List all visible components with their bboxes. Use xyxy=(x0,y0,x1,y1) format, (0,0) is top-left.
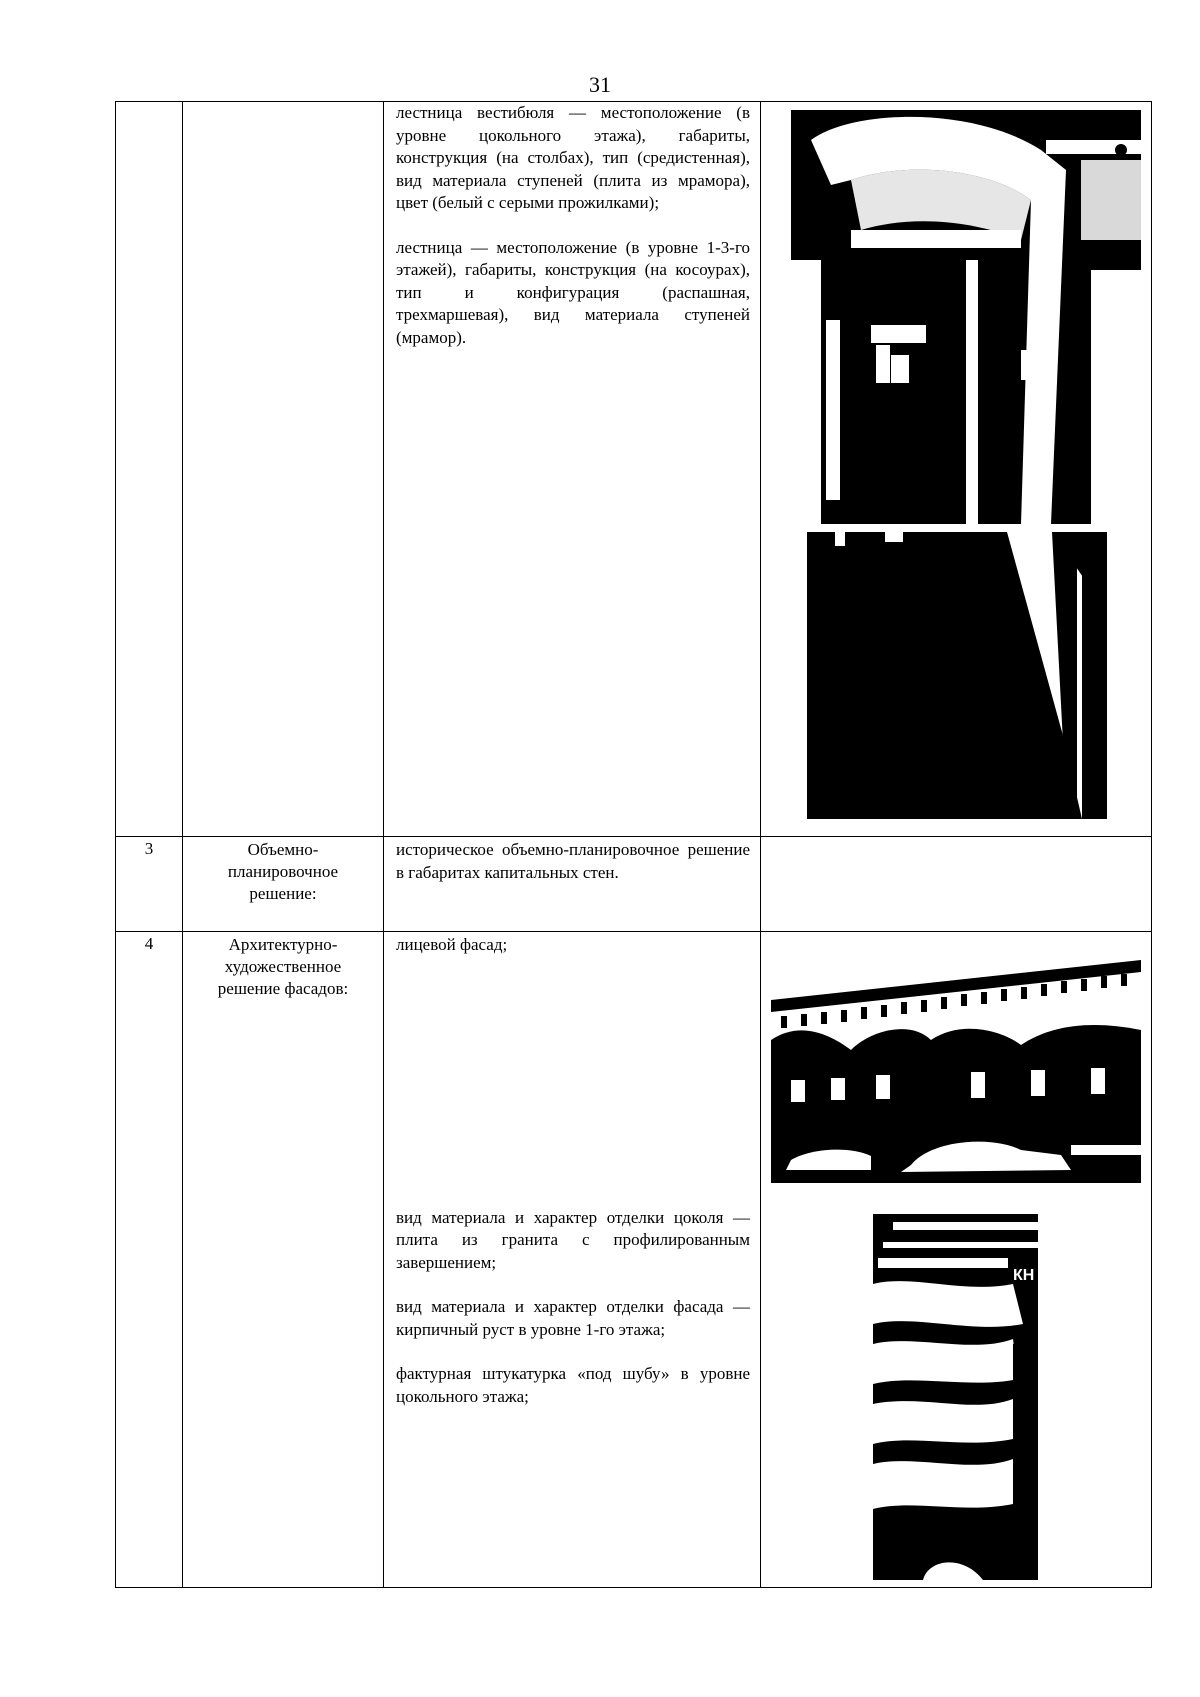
description-paragraph: фактурная штукатурка «под шубу» в уровне цокольного этажа; xyxy=(396,1364,750,1406)
row-number-cell xyxy=(116,102,183,837)
row-photo-cell xyxy=(761,102,1152,837)
row-description-cell xyxy=(384,102,761,837)
description-paragraph: лестница вестибюля — местоположение (в уровне цокольного этажа), габариты, конструкция (на столбах), тип (средистенная), вид материала ступеней (плита из мрамора), цвет (белый с серыми прожилками); xyxy=(396,103,750,212)
photo-inscription: КН xyxy=(1013,1267,1035,1284)
street-facade-photo xyxy=(771,960,1141,1183)
row-description-cell xyxy=(384,932,761,1588)
row-number-cell: 4 xyxy=(116,932,183,1588)
description-paragraph: лицевой фасад; xyxy=(396,935,508,954)
description-paragraph: историческое объемно-планировочное решение в габаритах капитальных стен. xyxy=(396,840,750,882)
table-row xyxy=(116,932,1152,1588)
row-photo-cell xyxy=(761,837,1152,932)
table-row xyxy=(116,102,1152,837)
staircase-flight-photo xyxy=(807,532,1107,819)
description-paragraph: вид материала и характер отделки цоколя —плита из гранита с профилированным завершением; xyxy=(396,1207,750,1272)
row-name-cell xyxy=(183,102,384,837)
row-photo-cell xyxy=(761,932,1152,1588)
row-number-cell: 3 xyxy=(116,837,183,932)
table-row xyxy=(116,837,1152,932)
plinth-detail-photo xyxy=(873,1214,1038,1580)
description-paragraph: лестница — местоположение (в уровне 1-3-го этажей), габариты, конструкция (на косоурах), тип и конфигурация (распашная, трехмаршевая), вид материала ступеней (мрамор). xyxy=(396,237,750,347)
staircase-vestibule-photo xyxy=(791,110,1141,524)
description-paragraph: вид материала и характер отделки фасада — кирпичный руст в уровне 1-го этажа; xyxy=(396,1297,750,1339)
row-name-cell: Архитектурно-художественное решение фасадов: xyxy=(183,932,384,1588)
row-description-cell xyxy=(384,837,761,932)
row-name-cell: Объемно-планировочное решение: xyxy=(183,837,384,932)
page-number: 31 xyxy=(589,72,611,97)
passport-table xyxy=(115,101,1152,1588)
